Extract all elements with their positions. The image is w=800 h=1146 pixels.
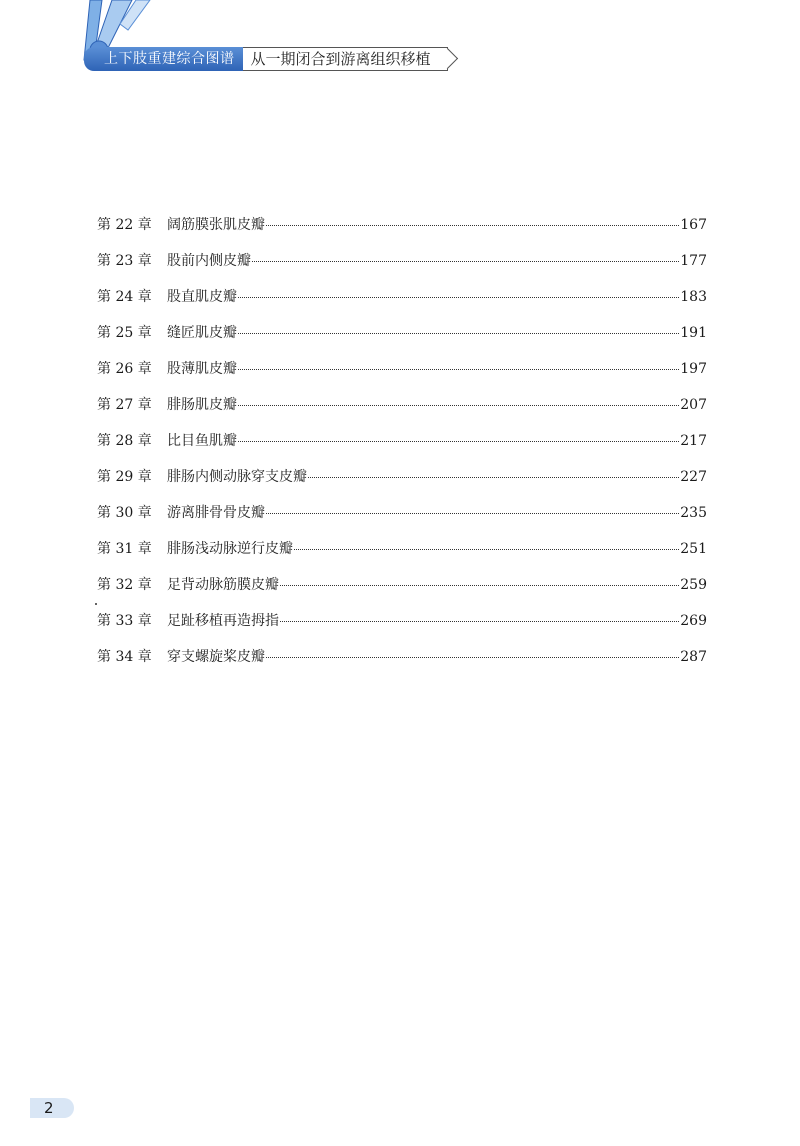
toc-dot-leader — [238, 369, 679, 370]
toc-chapter-title: 股前内侧皮瓣 — [167, 253, 251, 269]
page-number: 2 — [30, 1098, 74, 1118]
toc-page-number: 259 — [680, 577, 707, 593]
toc-dot-leader — [238, 441, 679, 442]
toc-entry[interactable] — [97, 466, 707, 502]
toc-chapter-title: 股薄肌皮瓣 — [167, 361, 237, 377]
toc-chapter-number: 第 22 章 — [97, 217, 152, 233]
toc-page-number: 235 — [680, 505, 707, 521]
toc-page-number: 251 — [680, 541, 707, 557]
toc-entry[interactable] — [97, 574, 707, 610]
toc-chapter-number: 第 32 章 — [97, 577, 152, 593]
toc-entry[interactable] — [97, 394, 707, 430]
toc-dot-leader — [266, 657, 679, 658]
toc-chapter-number: 第 29 章 — [97, 469, 152, 485]
toc-chapter-title: 比目鱼肌瓣 — [167, 433, 237, 449]
toc-chapter-number: 第 24 章 — [97, 289, 152, 305]
toc-chapter-title: 腓肠内侧动脉穿支皮瓣 — [167, 469, 307, 485]
toc-chapter-number: 第 31 章 — [97, 541, 152, 557]
series-title: 上下肢重建综合图谱 — [84, 47, 243, 71]
toc-chapter-number: 第 34 章 — [97, 649, 152, 665]
toc-page-number: 217 — [680, 433, 707, 449]
toc-chapter-title: 游离腓骨骨皮瓣 — [167, 505, 265, 521]
toc-chapter-number: 第 25 章 — [97, 325, 152, 341]
toc-chapter-number: 第 30 章 — [97, 505, 152, 521]
page-header — [0, 0, 800, 80]
toc-entry[interactable] — [97, 286, 707, 322]
toc-chapter-title: 腓肠肌皮瓣 — [167, 397, 237, 413]
toc-entry[interactable] — [97, 430, 707, 466]
toc-dot-leader — [252, 261, 679, 262]
header-title-bar — [84, 47, 448, 71]
toc-chapter-number: 第 33 章 — [97, 613, 152, 629]
toc-chapter-title: 穿支螺旋桨皮瓣 — [167, 649, 265, 665]
toc-chapter-number: 第 27 章 — [97, 397, 152, 413]
toc-page-number: 269 — [680, 613, 707, 629]
toc-entry[interactable] — [97, 610, 707, 646]
toc-page-number: 177 — [680, 253, 707, 269]
toc-dot-leader — [280, 585, 679, 586]
table-of-contents — [97, 214, 707, 682]
toc-entry[interactable] — [97, 538, 707, 574]
toc-entry[interactable] — [97, 502, 707, 538]
toc-dot-leader — [308, 477, 679, 478]
stray-mark — [95, 603, 97, 605]
toc-chapter-title: 缝匠肌皮瓣 — [167, 325, 237, 341]
toc-page-number: 197 — [680, 361, 707, 377]
toc-chapter-number: 第 26 章 — [97, 361, 152, 377]
toc-dot-leader — [266, 225, 679, 226]
toc-entry[interactable] — [97, 322, 707, 358]
toc-page-number: 167 — [680, 217, 707, 233]
toc-entry[interactable] — [97, 646, 707, 682]
toc-entry[interactable] — [97, 214, 707, 250]
book-title: 从一期闭合到游离组织移植 — [243, 47, 448, 71]
toc-page-number: 287 — [680, 649, 707, 665]
toc-chapter-title: 腓肠浅动脉逆行皮瓣 — [167, 541, 293, 557]
toc-page-number: 183 — [680, 289, 707, 305]
toc-page-number: 207 — [680, 397, 707, 413]
toc-chapter-number: 第 28 章 — [97, 433, 152, 449]
toc-page-number: 227 — [680, 469, 707, 485]
toc-entry[interactable] — [97, 358, 707, 394]
toc-dot-leader — [238, 333, 679, 334]
toc-chapter-title: 股直肌皮瓣 — [167, 289, 237, 305]
toc-chapter-title: 足背动脉筋膜皮瓣 — [167, 577, 279, 593]
toc-dot-leader — [294, 549, 679, 550]
toc-dot-leader — [238, 297, 679, 298]
toc-chapter-title: 足趾移植再造拇指 — [167, 613, 279, 629]
toc-entry[interactable] — [97, 250, 707, 286]
toc-page-number: 191 — [680, 325, 707, 341]
toc-dot-leader — [238, 405, 679, 406]
toc-dot-leader — [280, 621, 679, 622]
toc-chapter-number: 第 23 章 — [97, 253, 152, 269]
toc-chapter-title: 阔筋膜张肌皮瓣 — [167, 217, 265, 233]
toc-dot-leader — [266, 513, 679, 514]
